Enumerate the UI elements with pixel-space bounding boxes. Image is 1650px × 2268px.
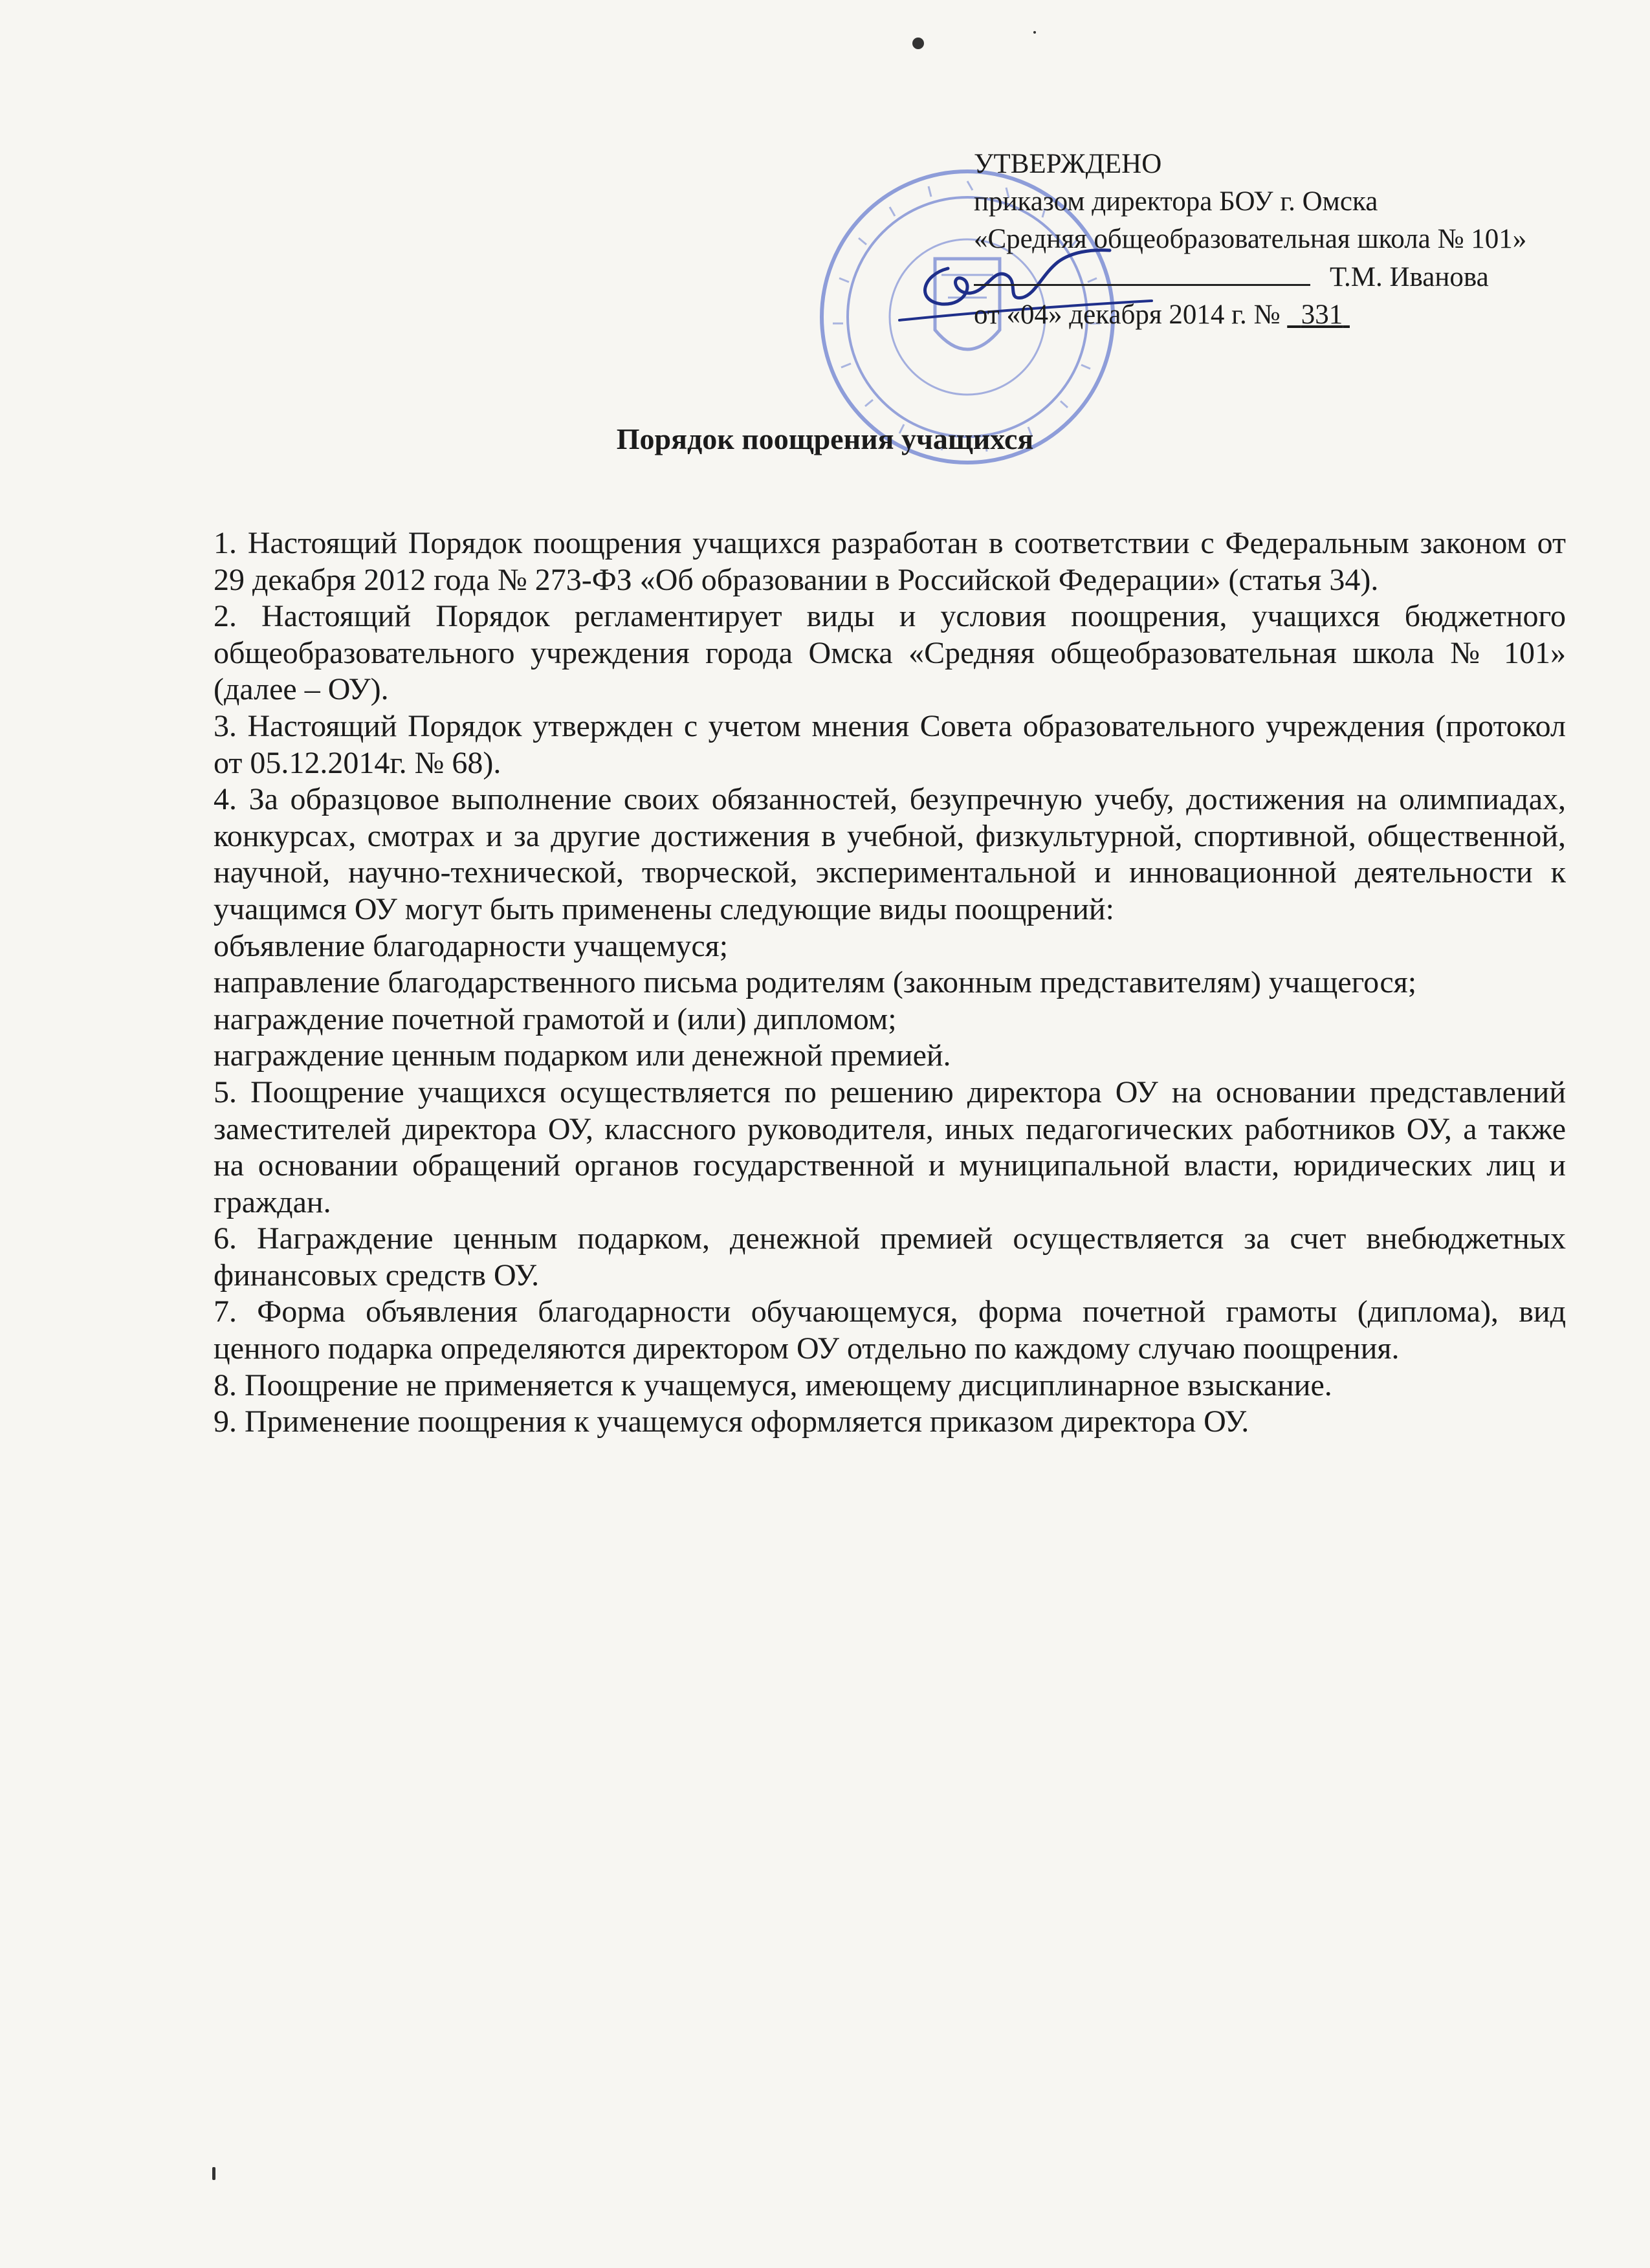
signature-underline [974, 258, 1310, 286]
paragraph: 5. Поощрение учащихся осуществляется по решению директора ОУ на основании представлений заместителей директора ОУ, классного руководителя, иных педагогических работников ОУ, а также на основании обращений органов государственной и муниципальной власти, юридических лиц и граждан. [214, 1074, 1566, 1219]
approval-heading: УТВЕРЖДЕНО [974, 149, 1162, 179]
paragraph: 3. Настоящий Порядок утвержден с учетом мнения Совета образовательного учреждения (протокол от 05.12.2014г. № 68). [214, 708, 1566, 780]
paragraph: 6. Награждение ценным подарком, денежной премией осуществляется за счет внебюджетных финансовых средств ОУ. [214, 1221, 1566, 1292]
document-body [214, 525, 1566, 1441]
order-number [1287, 300, 1350, 330]
director-name: Т.М. Иванова [1330, 262, 1489, 292]
scan-speck [1033, 31, 1036, 34]
paragraph: 1. Настоящий Порядок поощрения учащихся разработан в соответствии с Федеральным законом от 29 декабря 2012 года № 273-ФЗ «Об образовании в Российской Федерации» (статья 34). [214, 526, 1566, 597]
approval-school-line: «Средняя общеобразовательная школа № 101» [974, 224, 1527, 254]
scan-speck [912, 38, 924, 49]
approval-block [974, 146, 1526, 334]
approval-signature-line [974, 258, 1526, 296]
scan-speck [212, 2167, 215, 2180]
approval-date-line [974, 296, 1526, 334]
approval-date: от «04» декабря 2014 г. № [974, 300, 1281, 330]
order-number-value: 331 [1301, 300, 1343, 330]
document-title: Порядок поощрения учащихся [616, 422, 1034, 455]
list-item: награждение почетной грамотой и (или) дипломом; [214, 1001, 897, 1036]
paragraph: 9. Применение поощрения к учащемуся оформляется приказом директора ОУ. [214, 1404, 1249, 1439]
paragraph: 7. Форма объявления благодарности обучающемуся, форма почетной грамоты (диплома), вид ценного подарка определяются директором ОУ отдельно по каждому случаю поощрения. [214, 1294, 1566, 1366]
approval-order-line: приказом директора БОУ г. Омска [974, 186, 1378, 217]
paragraph: 4. За образцовое выполнение своих обязанностей, безупречную учебу, достижения на олимпиадах, конкурсах, смотрах и за другие достижения в учебной, физкультурной, спортивной, общественной, научной, научно-технической, творческой, экспериментальной и инновационной деятельности к учащимся ОУ могут быть применены следующие виды поощрений: [214, 782, 1566, 926]
list-item: объявление благодарности учащемуся; [214, 928, 729, 963]
list-item: направление благодарственного письма родителям (законным представителям) учащегося; [214, 965, 1417, 1000]
paragraph: 8. Поощрение не применяется к учащемуся, имеющему дисциплинарное взыскание. [214, 1368, 1332, 1402]
paragraph: 2. Настоящий Порядок регламентирует виды и условия поощрения, учащихся бюджетного общеобразовательного учреждения города Омска «Средняя общеобразовательная школа № 101» (далее – ОУ). [214, 599, 1566, 707]
list-item: награждение ценным подарком или денежной премией. [214, 1038, 951, 1073]
